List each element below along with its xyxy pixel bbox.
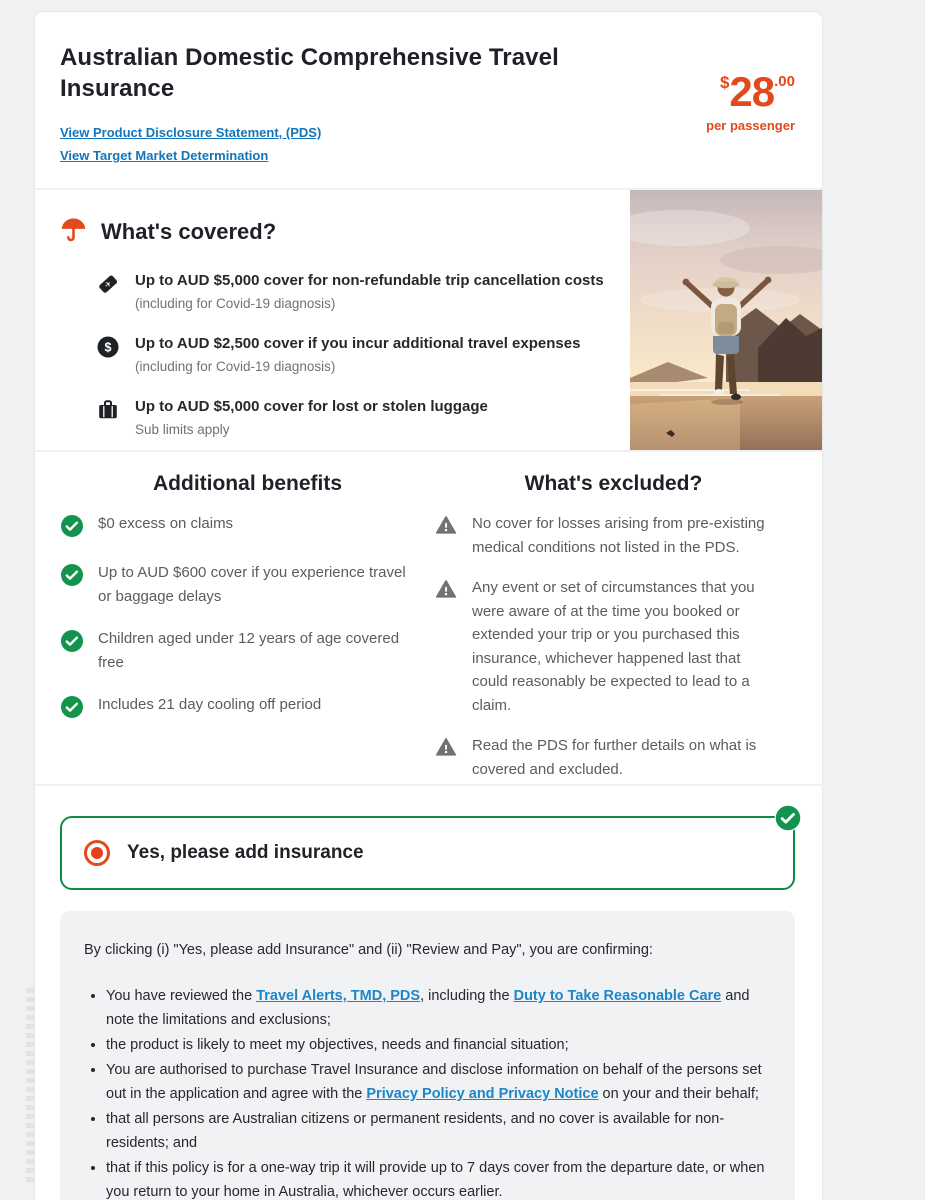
excluded-text: Any event or set of circumstances that you were aware of at the time you booked or extended your trip or you purchased this insurance, whichever happened last that could reasonably be expected to lead to a claim. <box>472 579 755 714</box>
warning-triangle-icon <box>435 512 457 541</box>
add-insurance-label: Yes, please add insurance <box>127 842 364 863</box>
benefit-item <box>60 693 435 724</box>
excluded-item <box>435 512 792 559</box>
covered-item-sub: (including for Covid-19 diagnosis) <box>135 359 336 374</box>
price-cents: .00 <box>774 73 795 90</box>
svg-text:✈: ✈ <box>102 278 114 290</box>
pds-link[interactable]: View Product Disclosure Statement, (PDS) <box>60 125 322 140</box>
ticket-plane-icon <box>96 271 120 311</box>
covered-item-sub: (including for Covid-19 diagnosis) <box>135 296 336 311</box>
tmd-link[interactable]: View Target Market Determination <box>60 148 269 163</box>
benefit-item <box>60 561 435 609</box>
disclaimer-bullet: • that all persons are Australian citizens or permanent residents, and no cover is available for non-residents; and <box>106 1107 771 1155</box>
excluded-text: Read the PDS for further details on what is covered and excluded. <box>472 737 757 778</box>
benefit-text: Includes 21 day cooling off period <box>98 696 322 713</box>
excluded-item <box>435 576 792 717</box>
excluded-text: No cover for losses arising from pre-existing medical conditions not listed in the PDS. <box>472 515 765 556</box>
svg-text:$: $ <box>104 340 112 355</box>
price-block <box>706 68 795 133</box>
disclaimer-intro: By clicking (i) "Yes, please add Insurance" and (ii) "Review and Pay", you are confirming: <box>84 942 653 958</box>
benefit-text: Up to AUD $600 cover if you experience travel or baggage delays <box>98 564 406 605</box>
warning-triangle-icon <box>435 734 457 763</box>
check-circle-icon <box>60 512 84 543</box>
price-per-passenger: per passenger <box>706 118 795 133</box>
disclaimer-bullet: • You have reviewed the Travel Alerts, TMD, PDS, including the Duty to Take Reasonable Care and note the limitations and exclusions; <box>106 984 771 1032</box>
disclaimer-bullet: • that if this policy is for a one-way trip it will provide up to 7 days cover from the departure date, or when you return to your home in Australia, whichever occurs earlier. <box>106 1156 771 1200</box>
covered-item-title: Up to AUD $2,500 cover if you incur additional travel expenses <box>135 335 581 352</box>
whats-covered-section <box>35 190 822 450</box>
covered-item-title: Up to AUD $5,000 cover for lost or stolen luggage <box>135 398 488 415</box>
check-circle-icon <box>60 627 84 658</box>
selection-section <box>35 786 822 1200</box>
add-insurance-option[interactable] <box>60 816 795 890</box>
price-amount: 28 <box>729 68 775 115</box>
whats-covered-heading: What's covered? <box>101 219 277 244</box>
whats-excluded-heading: What's excluded? <box>524 472 703 495</box>
covered-item <box>96 397 636 437</box>
warning-triangle-icon <box>435 576 457 605</box>
additional-benefits-heading: Additional benefits <box>153 472 342 495</box>
radio-selected-icon[interactable] <box>84 840 110 866</box>
whats-excluded-column <box>435 472 822 784</box>
disclaimer-link[interactable]: Duty to Take Reasonable Care <box>513 988 722 1004</box>
insurance-card <box>35 12 822 1200</box>
covered-item-sub: Sub limits apply <box>135 422 230 437</box>
disclaimer-bullet: • the product is likely to meet my objectives, needs and financial situation; <box>106 1033 771 1057</box>
page-title: Australian Domestic Comprehensive Travel Insurance <box>60 44 559 102</box>
benefit-text: $0 excess on claims <box>98 515 234 532</box>
disclaimer-link[interactable]: Privacy Policy and Privacy Notice <box>366 1086 599 1102</box>
hero-photo <box>630 190 822 450</box>
benefit-item <box>60 627 435 675</box>
selected-check-badge-icon <box>774 804 802 832</box>
header <box>35 12 822 188</box>
benefits-excluded-section <box>35 452 822 784</box>
price-currency: $ <box>719 73 730 92</box>
additional-benefits-column <box>35 472 435 784</box>
benefit-text: Children aged under 12 years of age covered free <box>98 630 400 671</box>
check-circle-icon <box>60 693 84 724</box>
check-circle-icon <box>60 561 84 592</box>
umbrella-icon <box>60 216 87 248</box>
covered-item <box>96 271 636 311</box>
covered-item-title: Up to AUD $5,000 cover for non-refundable trip cancellation costs <box>135 272 604 289</box>
benefit-item <box>60 512 435 543</box>
luggage-icon <box>96 397 120 437</box>
disclaimer-link[interactable]: Travel Alerts, TMD, PDS <box>256 988 421 1004</box>
disclaimer-box <box>60 911 795 1200</box>
dollar-circle-icon <box>96 334 120 374</box>
disclaimer-list <box>106 984 771 1200</box>
document-links <box>60 125 797 163</box>
excluded-item <box>435 734 792 781</box>
disclaimer-bullet: • You are authorised to purchase Travel Insurance and disclose information on behalf of the persons set out in the application and agree with the Privacy Policy and Privacy Notice on your and their behalf; <box>106 1058 771 1106</box>
covered-item <box>96 334 636 374</box>
